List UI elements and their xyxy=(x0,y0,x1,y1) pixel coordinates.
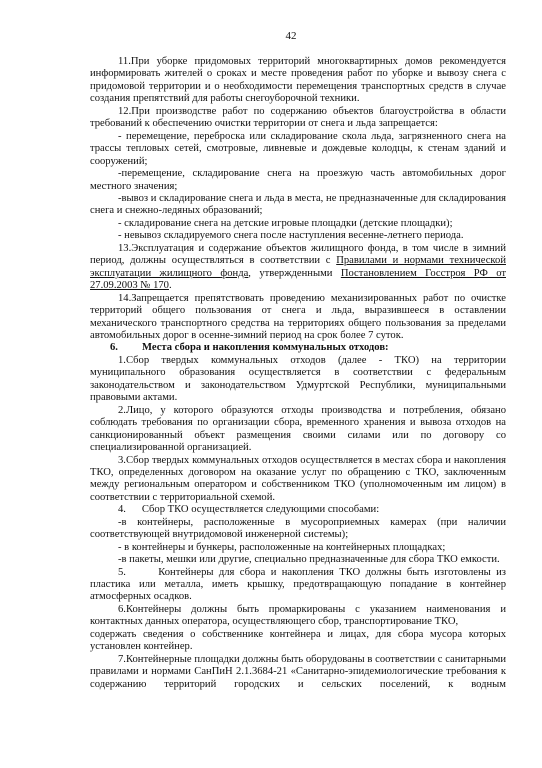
prohibition-item: -перемещение, складирование снега на проезжую часть автомобильных дорог местного значения; xyxy=(90,168,506,192)
section-6-paragraph: 3.Сбор твердых коммунальных отходов осуществляется в местах сбора и накопления ТКО, определенных договором на оказание услуг по обращению с ТКО, заключенным между региональным оператором и собственником ТКО (уполномоченным им лицом) в соответствии с территориальной схемой. xyxy=(90,454,506,503)
paragraph-13-text: 13.Эксплуатация и содержание объектов жилищного фонда, в том числе в зимний период, должны осуществляться в соответствии с xyxy=(90,242,506,267)
section-6-paragraph: 2.Лицо, у которого образуются отходы производства и потребления, обязано соблюдать требования по организации сбора, временного хранения и вывоза отходов на санкционированный объект размещения своими силами или по договору со специализированной организацией. xyxy=(90,404,506,454)
prohibition-item: - невывоз складируемого снега после наступления весенне-летнего периода. xyxy=(118,230,464,242)
paragraph-13 xyxy=(90,243,506,293)
section-6-paragraph: содержать сведения о собственнике контейнера и лицах, для сбора мусора которых установлен контейнер. xyxy=(90,628,506,653)
section-6-paragraph: 6.Контейнеры должны быть промаркированы с указанием наименования и контактных данных оператора, осуществляющего сбор, транспортирование ТКО, xyxy=(90,603,506,628)
page-number: 42 xyxy=(285,30,297,42)
collection-method-item: -в контейнеры, расположенные в мусороприемных камерах (при наличии соответствующей внутридомовой инженерной системы); xyxy=(90,516,506,541)
prohibition-item: - складирование снега на детские игровые площадки (детские площадки); xyxy=(118,217,453,229)
prohibition-item: -вывоз и складирование снега и льда в места, не предназначенные для складирования снега и снежно-ледяных образований; xyxy=(90,192,506,217)
collection-method-item: -в пакеты, мешки или другие, специально предназначенные для сбора ТКО емкости. xyxy=(118,554,500,566)
gosstroy-resolution-link[interactable]: Постановлением Госстроя РФ от 27.09.2003 № 170 xyxy=(90,267,506,292)
section-number: 6. xyxy=(110,342,118,354)
section-title: Места сбора и накопления коммунальных отходов: xyxy=(142,342,389,354)
paragraph-14: 14.Запрещается препятствовать проведению механизированных работ по очистке территорий общего пользования от снега и льда, выразившееся в оставлении механического транспортного средства на территориях общего пользования за пределами автомобильных дорог в осенне-зимний период на срок более 7 суток. xyxy=(90,292,506,341)
collection-method-item: - в контейнеры и бункеры, расположенные на контейнерных площадках; xyxy=(118,541,446,553)
paragraph-13-text: . xyxy=(168,280,172,292)
paragraph-13-text: , утвержденными xyxy=(248,267,341,279)
section-6-paragraph: 4. Сбор ТКО осуществляется следующими способами: xyxy=(118,504,380,516)
section-heading xyxy=(90,342,506,354)
rules-link[interactable]: Правилами и нормами технической эксплуатации жилищного фонда xyxy=(90,255,506,279)
paragraph-12: 12.При производстве работ по содержанию объектов благоустройства в области требований к обеспечению очистки территории от снега и льда запрещается: xyxy=(90,105,506,130)
paragraph-11: 11.При уборке придомовых территорий многоквартирных домов рекомендуется информировать жителей о сроках и месте проведения работ по уборке и вывозу снега с придомовой территории и о необходимости перемещения транспортных средств в случае создания препятствий для работы снегоуборочной техники. xyxy=(90,56,506,105)
section-6-paragraph: 1.Сбор твердых коммунальных отходов (далее - ТКО) на территории муниципального образования осуществляется в соответствии с федеральным законодательством и законодательством Удмуртской Республики, муниципальными правовыми актами. xyxy=(90,354,506,404)
section-6-paragraph: 5. Контейнеры для сбора и накопления ТКО должны быть изготовлены из пластика или металла, иметь крышку, предотвращающую попадание в контейнер атмосферных осадков. xyxy=(90,566,509,603)
section-6-paragraph: 7.Контейнерные площадки должны быть оборудованы в соответствии с санитарными правилами и нормами СанПиН 2.1.3684-21 «Санитарно-эпидемиологические требования к содержанию территорий городских и сельских поселений, к водным xyxy=(90,653,506,690)
prohibition-item: - перемещение, переброска или складирование скола льда, загрязненного снега на трассы тепловых сетей, смотровые, ливневые и дождевые колодцы, к стенам зданий и сооружений; xyxy=(90,130,506,167)
